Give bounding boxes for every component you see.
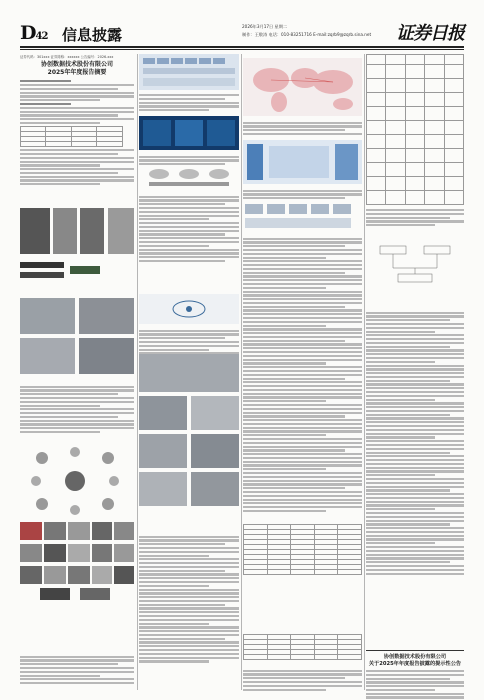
body-text <box>243 236 362 514</box>
bottom-announcement <box>366 650 464 700</box>
cloud-diagram <box>139 164 239 190</box>
page-number: D42 <box>20 22 48 44</box>
product-grid <box>20 522 134 602</box>
data-table <box>366 54 464 205</box>
body-text <box>139 194 239 264</box>
dashboard-image <box>139 54 239 90</box>
column-divider <box>137 54 138 690</box>
newspaper-logo: 证券日报 <box>396 23 464 44</box>
product-photos <box>20 262 110 292</box>
data-table <box>243 634 362 660</box>
masthead <box>20 22 464 44</box>
body-text <box>139 328 239 356</box>
flow-diagram <box>243 140 362 184</box>
photo-row-1 <box>20 208 134 254</box>
body-text <box>366 670 464 700</box>
data-table <box>20 126 123 147</box>
report-title: 2025年年度报告摘要 <box>47 69 107 76</box>
body-text <box>366 310 464 576</box>
column-divider <box>241 54 242 690</box>
device-diagram <box>30 446 120 516</box>
bottom-company: 协创数据技术股份有限公司 <box>383 654 447 660</box>
bottom-title: 关于2025年年度报告披露的提示性公告 <box>368 661 462 667</box>
section-title: 信息披露 <box>62 26 123 44</box>
body-text <box>20 80 134 124</box>
data-table <box>243 524 362 575</box>
world-map <box>243 58 362 116</box>
column-2 <box>139 54 239 113</box>
masthead-rule <box>20 46 464 48</box>
body-text <box>243 668 362 692</box>
stock-info: 证券代码：301xxx 证券简称：xxxxxx 公告编号：2026-xxx <box>20 55 114 59</box>
process-diagram <box>243 202 362 232</box>
column-4 <box>366 54 464 667</box>
body-text <box>243 120 362 137</box>
column-divider <box>364 54 365 690</box>
body-text <box>139 94 239 111</box>
company-name: 协创数据技术股份有限公司 <box>40 61 113 68</box>
network-diagram <box>139 294 239 324</box>
factory-photos <box>20 298 134 376</box>
factory-photo-grid <box>139 354 239 529</box>
body-text <box>20 654 134 686</box>
body-text <box>243 188 362 201</box>
equity-structure-chart <box>376 242 454 302</box>
date-line: 2026年3月17日 星期二 <box>242 24 288 29</box>
masthead-rule-thin <box>20 49 464 50</box>
editor-line: 制作：王敬涛 电话：010-83251716 E-mail:zqrb9@zqrb.sina.net <box>242 32 372 37</box>
body-text <box>139 534 239 664</box>
body-text <box>20 384 134 435</box>
dashboard-dark <box>139 116 239 150</box>
body-text <box>20 149 134 185</box>
body-text <box>366 209 464 226</box>
column-1 <box>20 54 134 692</box>
